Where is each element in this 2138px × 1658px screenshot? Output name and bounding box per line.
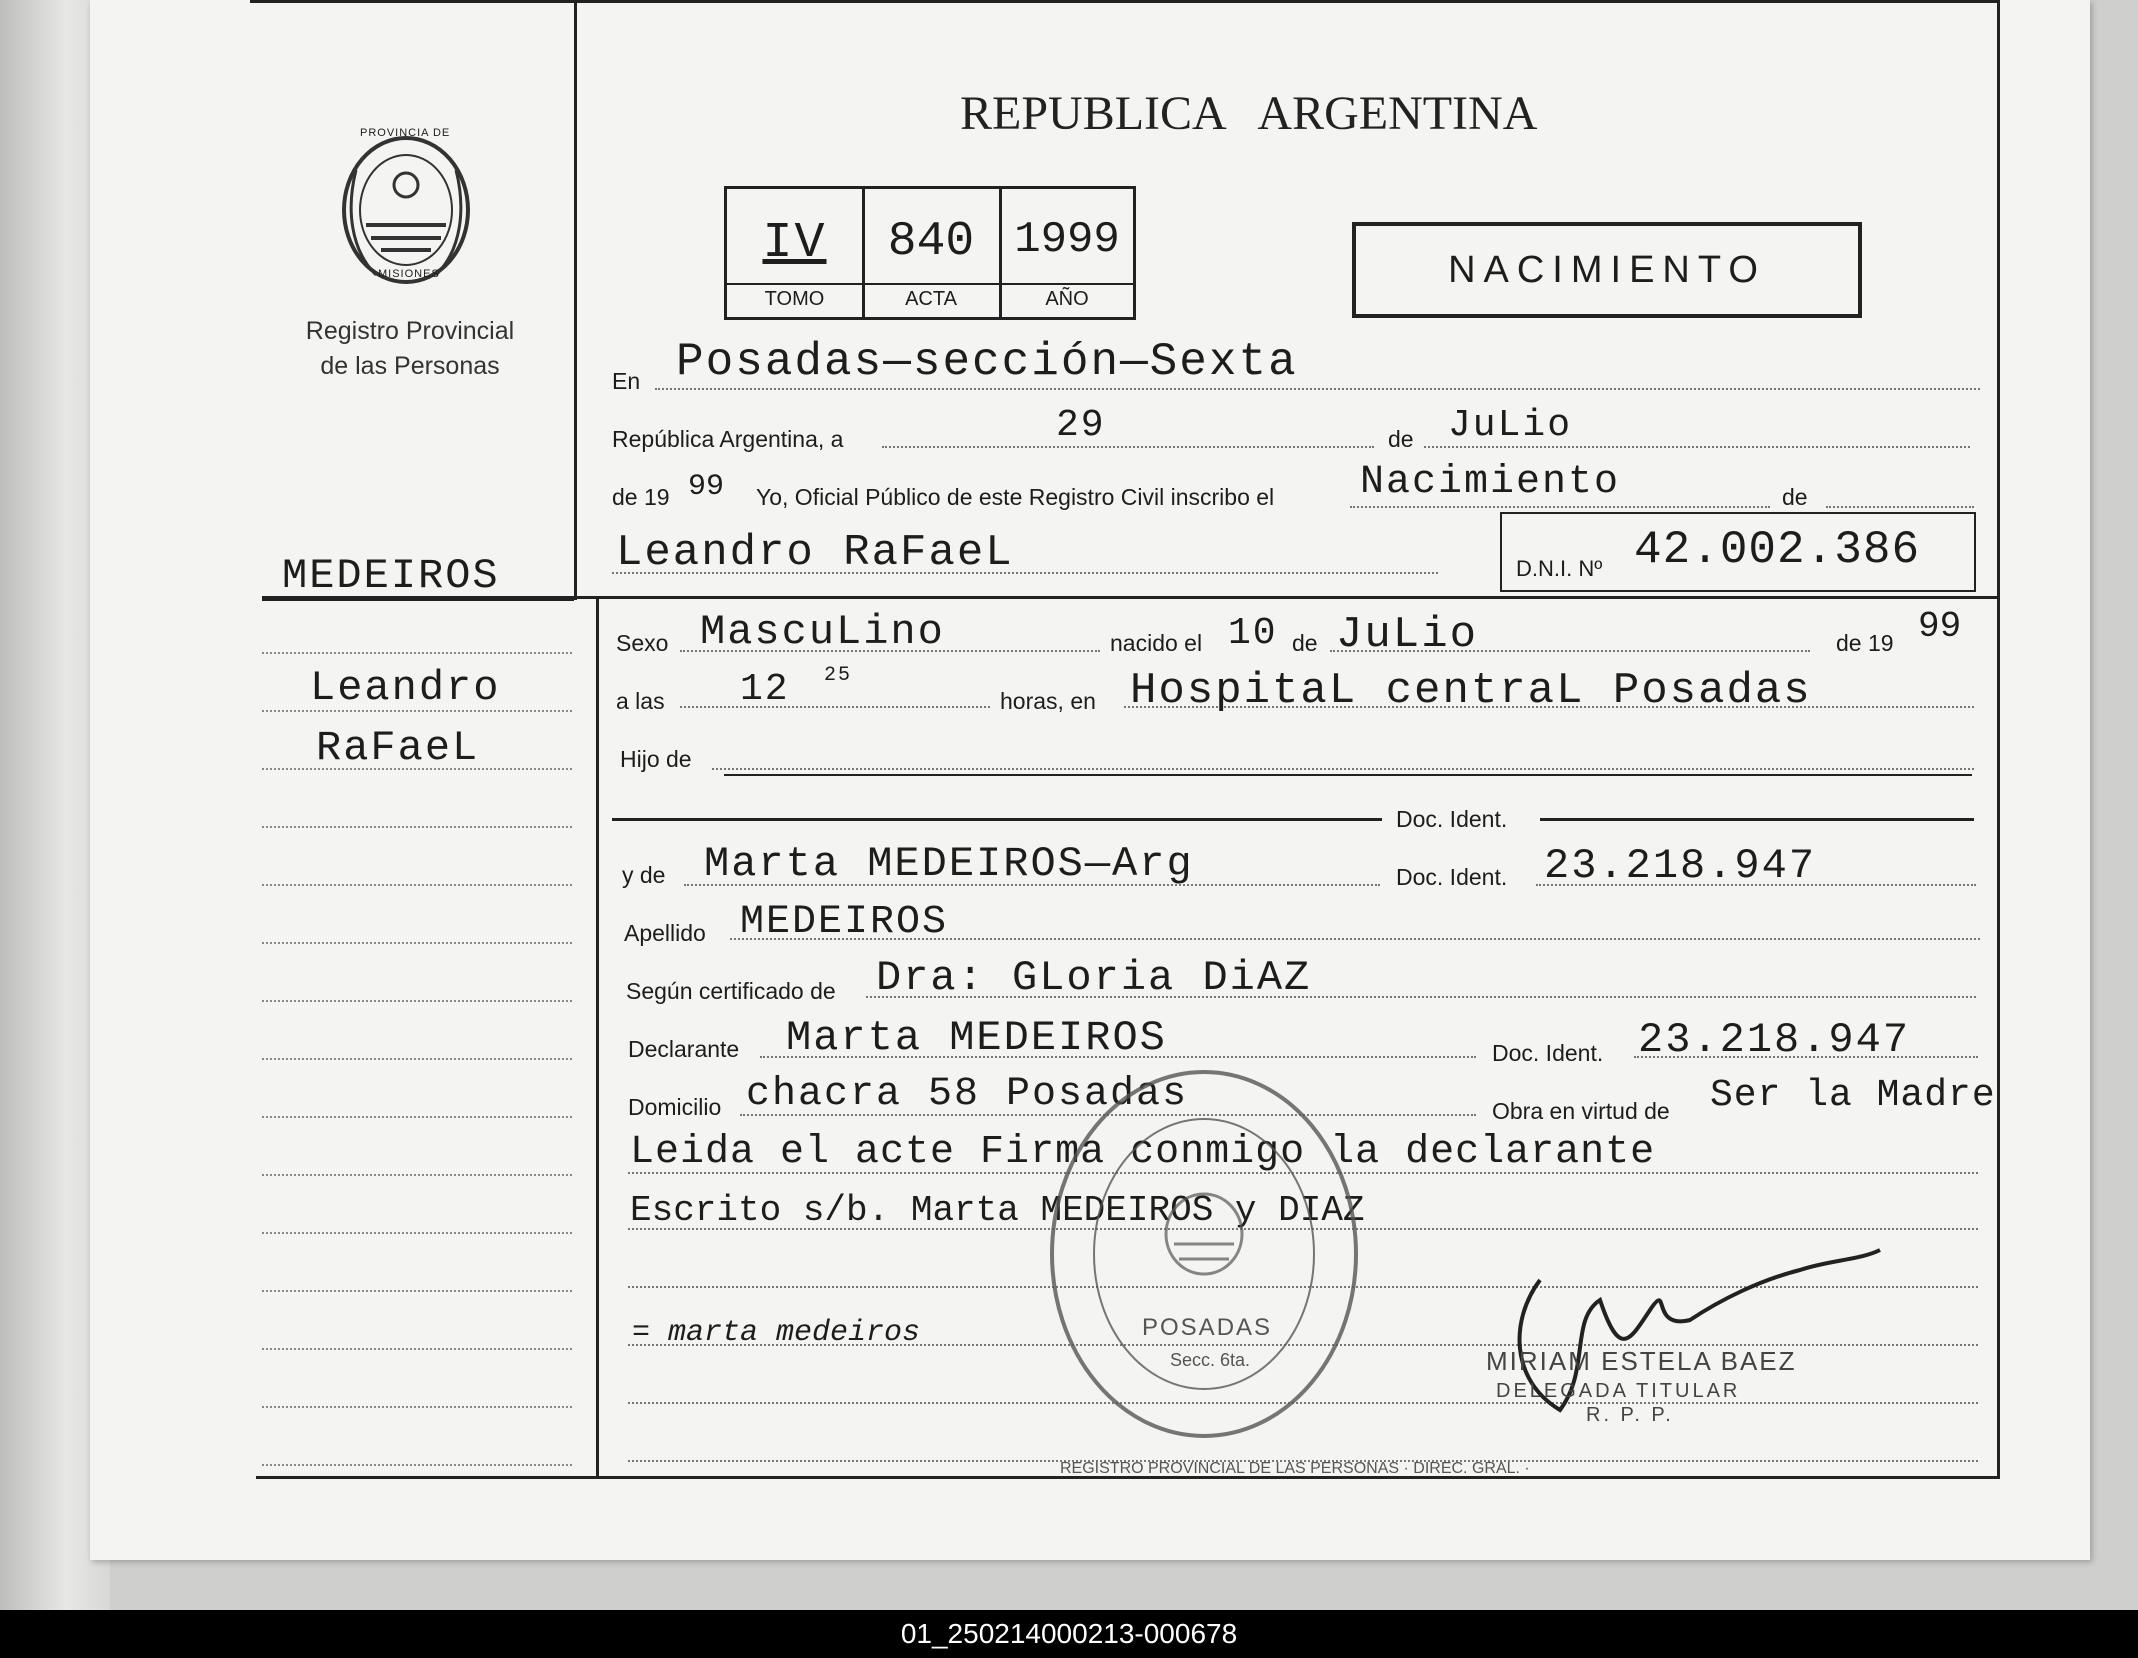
record-type-box <box>1352 222 1862 318</box>
ano-label: AÑO <box>1045 288 1089 310</box>
doc-ident-father-label: Doc. Ident. <box>1396 806 1508 832</box>
doc-ident-mother-label: Doc. Ident. <box>1396 864 1508 890</box>
ano-value: 1999 <box>1014 215 1120 265</box>
y-de-label: y de <box>622 862 666 888</box>
declarant-signature: = marta medeiros <box>632 1316 921 1350</box>
top-border <box>250 0 2000 3</box>
registry-name-line1: Registro Provincial <box>305 317 515 345</box>
seal-bottom-text: MISIONES <box>378 268 440 280</box>
birth-month: JuLio <box>1336 610 1479 660</box>
en-value: Posadas—sección—Sexta <box>676 336 1298 388</box>
hijo-de-label: Hijo de <box>620 746 692 772</box>
dni-label: D.N.I. Nº <box>1516 556 1603 581</box>
certificado-value: Dra: GLoria DiAZ <box>876 954 1312 1002</box>
official-stamp <box>1044 1064 1364 1444</box>
officer-org: R. P. P. <box>1586 1404 1674 1426</box>
dni-box <box>1500 512 1976 592</box>
birth-de-label: de <box>1292 630 1318 656</box>
birth-year-prefix: de 19 <box>1836 630 1894 656</box>
dni-value: 42.002.386 <box>1634 524 1921 576</box>
registry-name <box>270 314 550 384</box>
registry-name-line2: de las Personas <box>320 352 500 380</box>
declarante-doc: 23.218.947 <box>1638 1016 1911 1064</box>
domicilio-value: chacra 58 Posadas <box>746 1072 1189 1117</box>
sexo-value: MascuLino <box>700 608 945 656</box>
margin-surname: MEDEIROS <box>282 552 500 600</box>
declarante-label: Declarante <box>628 1036 740 1062</box>
fecha-month: JuLio <box>1448 404 1573 447</box>
doc-ident-declarante-label: Doc. Ident. <box>1492 1040 1604 1066</box>
year-value: 99 <box>688 470 725 504</box>
birth-year: 99 <box>1918 606 1962 647</box>
officer-signature <box>1500 1240 1900 1440</box>
apellido-label: Apellido <box>624 920 706 946</box>
birth-hour: 12 <box>740 668 790 711</box>
mother-doc: 23.218.947 <box>1544 842 1817 890</box>
margin-given-2: RaFaeL <box>316 724 480 772</box>
inscribe-label: Yo, Oficial Público de este Registro Civil inscribo el <box>756 484 1275 510</box>
right-border <box>1997 0 2000 1476</box>
seal-top-text: PROVINCIA DE <box>360 127 451 139</box>
obra-virtud-label: Obra en virtud de <box>1492 1098 1670 1124</box>
margin-given-1: Leandro <box>310 664 501 712</box>
acta-label: ACTA <box>905 288 957 310</box>
stamp-ring-text: REGISTRO PROVINCIAL DE LAS PERSONAS · DIREC. GRAL. · <box>1060 1460 1530 1477</box>
year-prefix-label: de 19 <box>612 484 670 510</box>
record-box-divider-h <box>727 283 1133 285</box>
en-label: En <box>612 368 641 394</box>
escrito-text: Escrito s/b. Marta MEDEIROS y DIAZ <box>630 1190 1365 1231</box>
province-seal <box>336 130 476 290</box>
birth-place: HospitaL centraL Posadas <box>1130 666 1812 716</box>
nacido-label: nacido el <box>1110 630 1203 656</box>
left-column-divider-lower <box>596 596 599 1476</box>
acto-value: Nacimiento <box>1360 460 1621 505</box>
mother-name: Marta MEDEIROS—Arg <box>704 840 1194 888</box>
record-box <box>724 186 1136 320</box>
stamp-city: POSADAS <box>1142 1314 1273 1341</box>
fecha-label: República Argentina, a <box>612 426 844 452</box>
child-name: Leandro RaFaeL <box>616 528 1014 578</box>
officer-name: MIRIAM ESTELA BAEZ <box>1486 1346 1797 1376</box>
footer-id: 01_250214000213-000678 <box>900 1618 1238 1649</box>
record-type: NACIMIENTO <box>1448 248 1766 291</box>
horas-en-label: horas, en <box>1000 688 1096 714</box>
officer-title: DELEGADA TITULAR <box>1496 1380 1741 1402</box>
left-column-divider <box>574 0 577 600</box>
domicilio-label: Domicilio <box>628 1094 722 1120</box>
leida-text: Leida el acte Firma conmigo la declarante <box>630 1130 1656 1175</box>
acto-de-label: de <box>1782 484 1808 510</box>
sexo-label: Sexo <box>616 630 669 656</box>
birth-minutes: 25 <box>824 664 853 687</box>
hora-label: a las <box>616 688 665 714</box>
obra-virtud-value: Ser la Madre <box>1710 1074 1996 1117</box>
fecha-de-label: de <box>1388 426 1414 452</box>
apellido-value: MEDEIROS <box>740 900 949 945</box>
declarante-value: Marta MEDEIROS <box>786 1014 1167 1062</box>
footer-bar <box>0 1610 2138 1658</box>
acta-value: 840 <box>887 215 975 269</box>
certificado-label: Según certificado de <box>626 978 836 1004</box>
fecha-day: 29 <box>1056 404 1106 447</box>
tomo-value: IV <box>762 215 827 272</box>
stamp-section: Secc. 6ta. <box>1170 1350 1251 1370</box>
tomo-label: TOMO <box>764 288 825 310</box>
country-title: REPUBLICA ARGENTINA <box>960 87 1538 140</box>
birth-day: 10 <box>1228 612 1278 655</box>
